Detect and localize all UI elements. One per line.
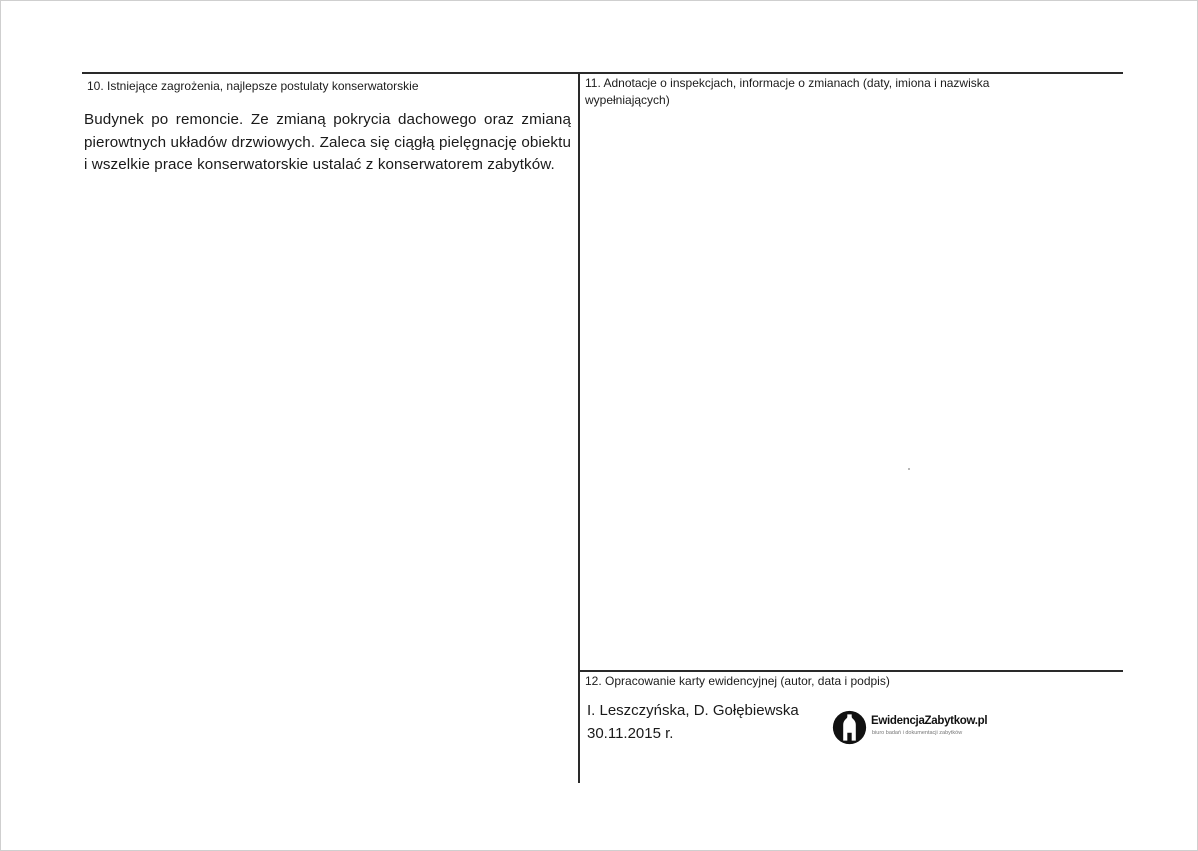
section-10-text: Budynek po remoncie. Ze zmianą pokrycia dachowego oraz zmianą pierowtnych układów drzwiowych. Zaleca się ciągłą pielęgnację obiektu i wszelkie prace konserwatorskie ustalać z konserwatorem zabytków. <box>84 111 571 174</box>
stamp-logo <box>832 710 1002 750</box>
section-11-label: 11. Adnotacje o inspekcjach, informacje o zmianach (daty, imiona i nazwiska wypełniających) <box>585 76 990 107</box>
author-date: 30.11.2015 r. <box>587 725 674 742</box>
section-12-label: 12. Opracowanie karty ewidencyjnej (autor, data i podpis) <box>585 674 890 688</box>
section-12-rule <box>578 670 1123 672</box>
scan-speck <box>908 468 910 470</box>
logo-name: EwidencjaZabytkow.pl <box>871 715 988 727</box>
bottle-silhouette-icon <box>832 710 867 745</box>
section-10-label: 10. Istniejące zagrożenia, najlepsze postulaty konserwatorskie <box>87 79 419 93</box>
logo-tagline: biuro badań i dokumentacji zabytków <box>872 730 963 736</box>
column-divider <box>578 72 580 783</box>
top-rule <box>82 72 1123 74</box>
author-names: I. Leszczyńska, D. Gołębiewska <box>587 702 799 719</box>
